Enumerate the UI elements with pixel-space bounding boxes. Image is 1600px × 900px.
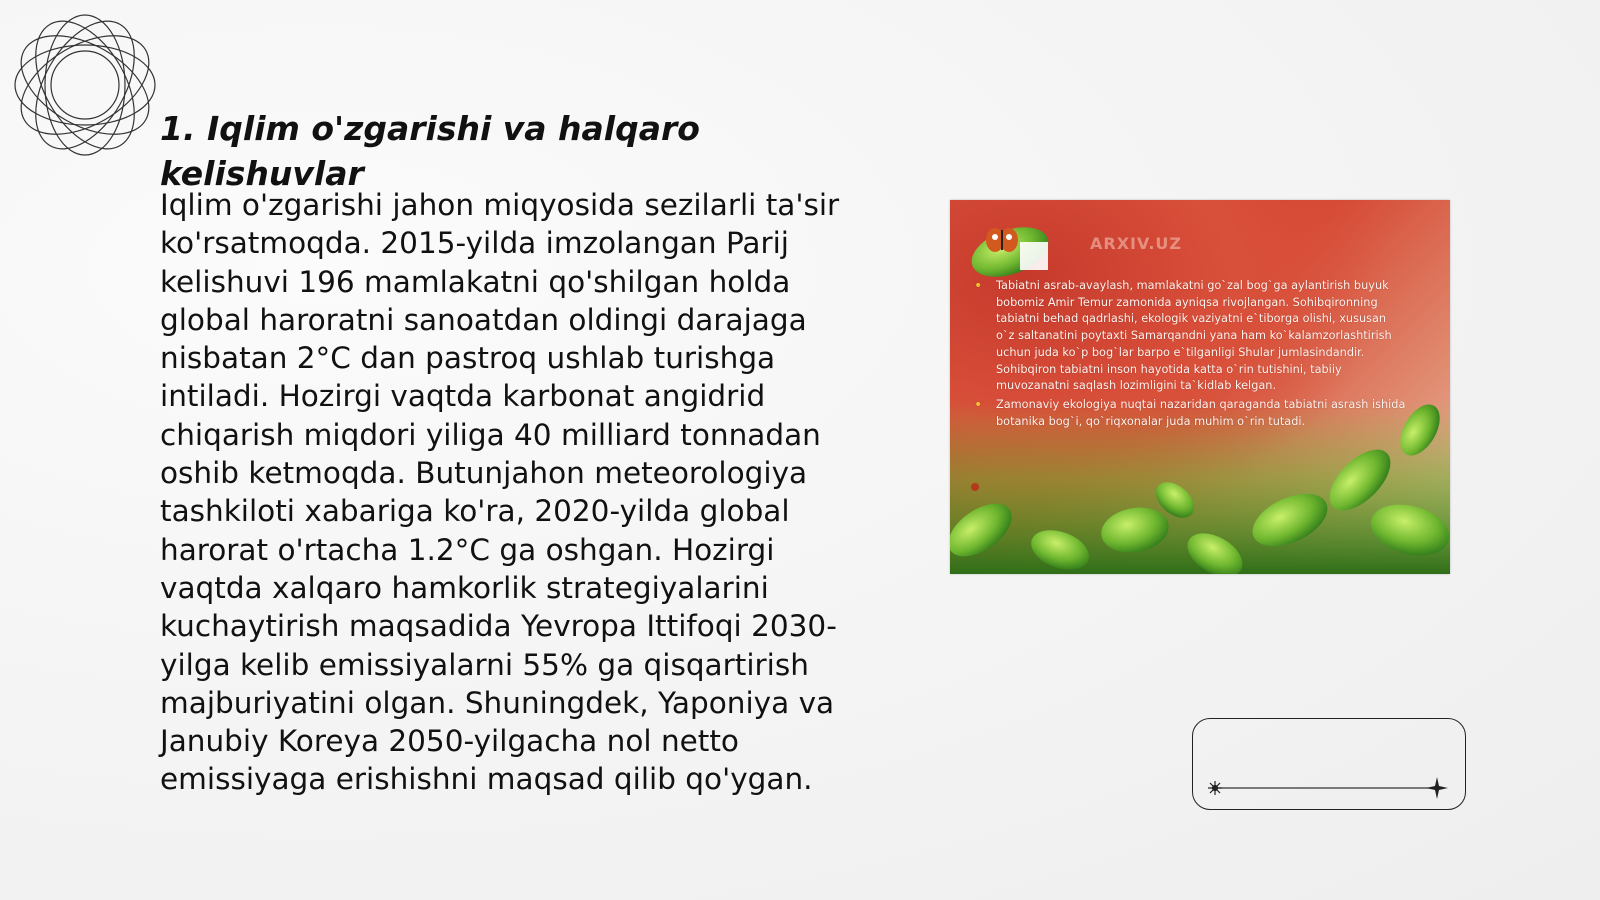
image-bullet: • Tabiatni asrab-avaylash, mamlakatni go`zal bog`ga aylantirish buyuk bobomiz Amir Temur zamonida ayniqsa rivojlangan. Sohibqironning tabiatni behad qadrlashi, ekologik vaziyatni e`tiborga olishi, xususan o`z saltanatini poytaxti Samarqandni yana ham ko`kalamzorlashtirish uchun juda ko`p bog`lar barpo e`tilganligi Shular jumlasindandir. Sohibqiron tabiatni inson hayotida katta o`rin tutishini, tabiiy muvozanatni saqlash lozimligini ta`kidlab kelgan.: [996, 278, 1408, 395]
slide-title: 1. Iqlim o'zgarishi va halqaro kelishuvlar: [160, 109, 700, 193]
image-bullet-list: [996, 278, 1408, 432]
sun-icon: [1208, 781, 1222, 795]
navigation-box[interactable]: [1192, 718, 1466, 810]
slide-body-text: Iqlim o'zgarishi jahon miqyosida sezilarli ta'sir ko'rsatmoqda. 2015-yilda imzolangan Parij kelishuvi 196 mamlakatni qo'shilgan holda global haroratni sanoatdan oldingi darajaga nisbatan 2°C dan pastroq ushlab turishga intiladi. Hozirgi vaqtda karbonat angidrid chiqarish miqdori yiliga 40 milliard tonnadan oshib ketmoqda. Butunjahon meteorologiya tashkiloti xabariga ko'ra, 2020-yilda global harorat o'rtacha 1.2°C ga oshgan. Hozirgi vaqtda xalqaro hamkorlik strategiyalarini kuchaytirish maqsadida Yevropa Ittifoqi 2030-yilga kelib emissiyalarni 55% ga qisqartirish majburiyatini olgan. Shuningdek, Yaponiya va Janubiy Koreya 2050-yilgacha nol netto emissiyaga erishishni maqsad qilib qo'ygan.: [160, 188, 840, 797]
butterfly-icon: [986, 228, 1018, 252]
circle-ornament-icon: [8, 8, 162, 162]
image-heading: ARXIV.UZ: [1090, 234, 1182, 253]
nature-slide-image: [950, 200, 1450, 574]
image-bullet: • Zamonaviy ekologiya nuqtai nazaridan qaraganda tabiatni asrash ishida botanika bog`i, qo`riqxonalar juda muhim o`rin tutadi.: [996, 397, 1408, 430]
sparkle-icon: [1426, 777, 1448, 799]
